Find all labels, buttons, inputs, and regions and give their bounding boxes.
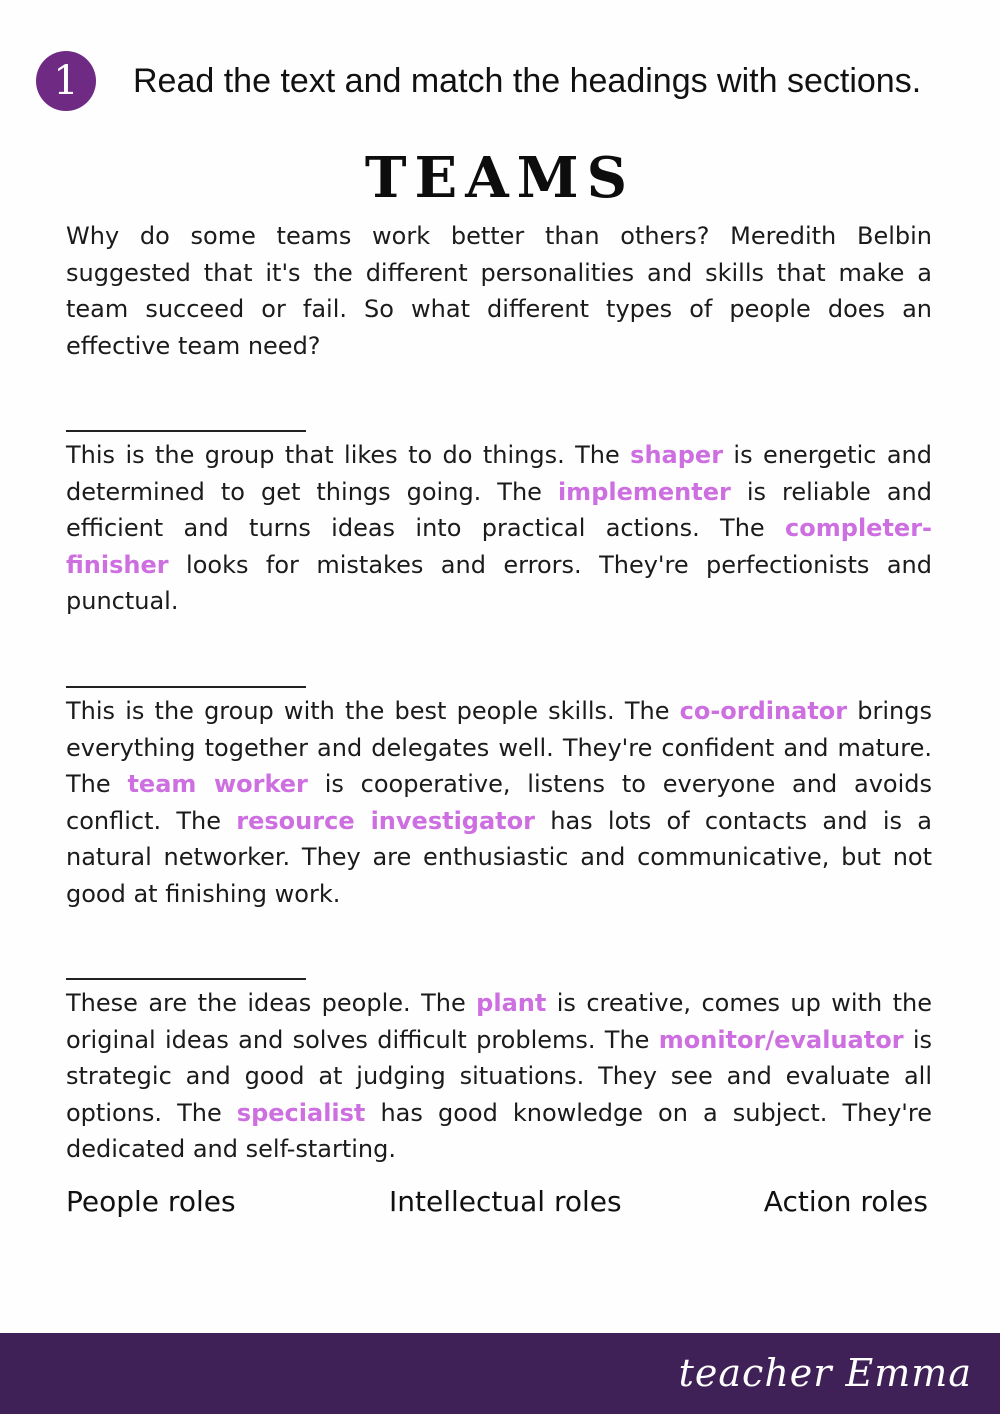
section-text-part: has good knowledge on a subject. They're dedicated and self-starting.	[66, 1098, 932, 1163]
exercise-instruction: Read the text and match the headings with sections.	[133, 61, 922, 100]
section-text-part: is reliable and efficient and turns ideas into practical actions. The	[66, 477, 932, 542]
heading-options	[66, 1180, 932, 1224]
role-co-ordinator: co-ordinator	[679, 697, 848, 725]
section-text-part: These are the ideas people. The	[66, 989, 477, 1017]
section-text-part: looks for mistakes and errors. They're perfectionists and punctual.	[66, 550, 932, 615]
intro-paragraph: Why do some teams work better than others? Meredith Belbin suggested that it's the different personalities and skills that make a team succeed or fail. So what different types of people does an effective team need?	[66, 222, 932, 360]
page-title: TEAMS	[364, 145, 636, 211]
role-specialist: specialist	[236, 1098, 366, 1127]
role-resource-investigator: resource investigator	[236, 806, 535, 835]
footer-bar	[0, 1333, 1000, 1414]
role-team-worker: team worker	[127, 770, 308, 798]
role-implementer: implementer	[557, 477, 731, 506]
exercise-header	[36, 50, 996, 112]
role-monitor-evaluator: monitor/evaluator	[658, 1025, 904, 1054]
section-1-text	[66, 437, 932, 620]
section-text-part: This is the group with the best people skills. The	[66, 697, 680, 725]
heading-option-action-roles[interactable]: Action roles	[763, 1185, 928, 1218]
section-text-part: This is the group that likes to do things. The	[66, 441, 631, 469]
section-text-part: has lots of contacts and is a natural networker. They are enthusiastic and communicative, but not good at finishing work.	[66, 806, 932, 908]
heading-option-intellectual-roles[interactable]: Intellectual roles	[389, 1185, 622, 1218]
section-3-text	[66, 985, 932, 1168]
role-shaper: shaper	[630, 441, 724, 469]
section-text-part: is cooperative, listens to everyone and avoids conflict. The	[66, 770, 933, 835]
section-text-part: is creative, comes up with the original ideas and solves difficult problems. The	[66, 989, 933, 1054]
role-completer-finisher: completer-finisher	[66, 514, 932, 579]
section-text-part: is energetic and determined to get things going. The	[66, 441, 933, 506]
section-text-part: is strategic and good at judging situations. They see and evaluate all options. The	[66, 1025, 932, 1127]
heading-blank-1[interactable]	[66, 430, 306, 432]
heading-option-people-roles[interactable]: People roles	[66, 1185, 236, 1218]
teacher-signature: teacher Emma	[678, 1351, 972, 1395]
section-text-part: brings everything together and delegates well. They're confident and mature. The	[66, 697, 932, 798]
heading-blank-3[interactable]	[66, 978, 306, 980]
heading-blank-2[interactable]	[66, 686, 306, 688]
section-2-text	[66, 693, 932, 912]
role-plant: plant	[476, 989, 547, 1017]
exercise-number-badge: 1	[36, 51, 96, 111]
